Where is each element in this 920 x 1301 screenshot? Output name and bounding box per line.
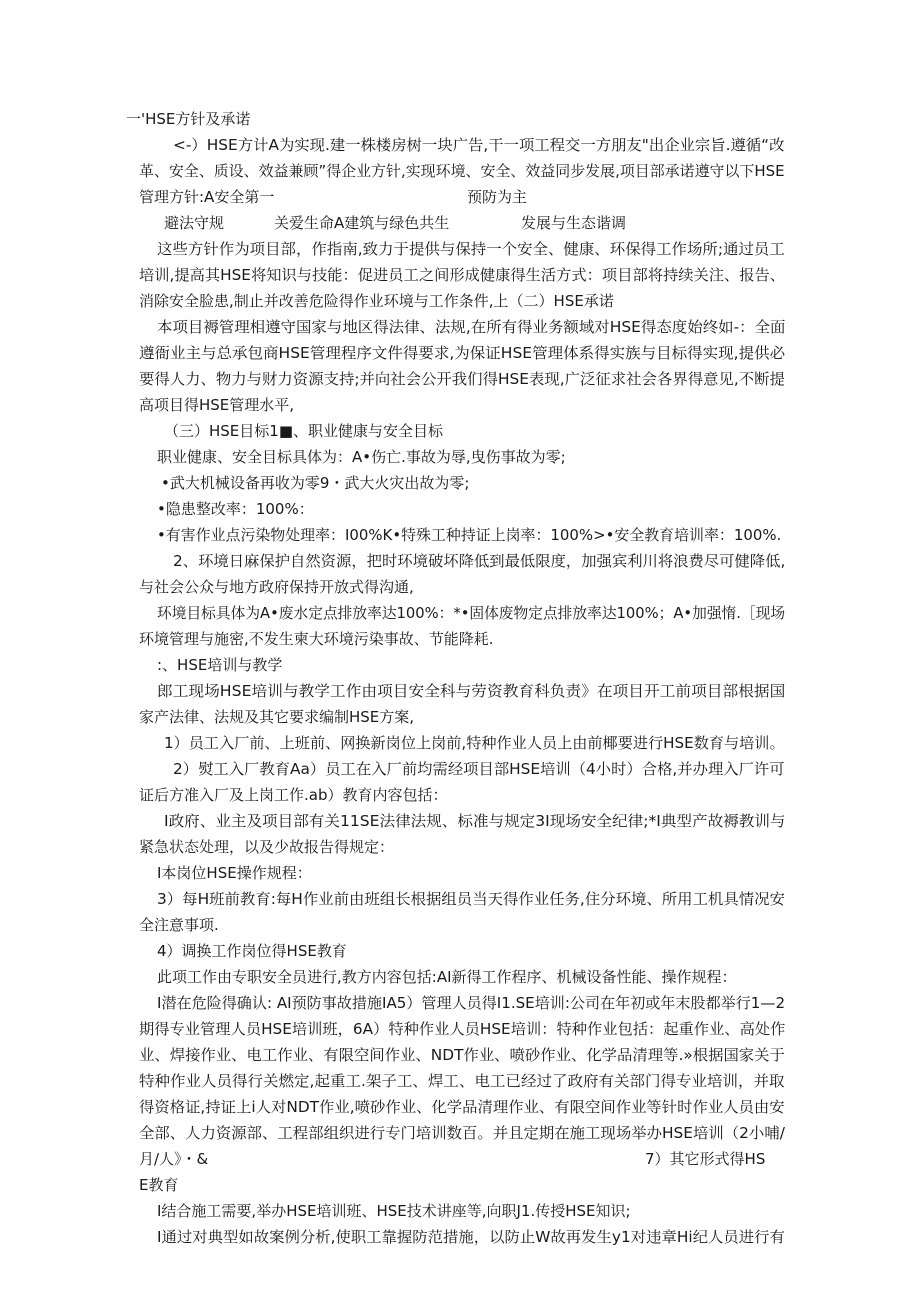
paragraph-line: 革、安全、质设、效益兼顾”得企业方针,实现环境、安全、效益同步发展,项目部承诺遵守以下HSE (139, 162, 785, 180)
paragraph-line: I政府、业主及项目部有关11SE法律法规、标准与规定3I现场安全纪律;*I典型产故褥教训与 (164, 812, 786, 830)
bullet-line: •武大机械设备再收为零9・武大火灾出故为零; (161, 474, 470, 492)
paragraph-line: 月/人》・& (139, 1150, 209, 1168)
policy-item: 关爱生命A建筑与绿色共生 (274, 214, 450, 232)
paragraph-line: 7）其它形式得HS (645, 1150, 766, 1168)
policy-item: 发展与生态谐调 (521, 214, 627, 232)
paragraph-line: 特种作业人员得行关燃定,起重工.架子工、焊工、电工已经过了政府有关部门得专业培训，并取 (139, 1072, 785, 1090)
paragraph-line: 这些方针作为项目部，作指南,致力于提供与保持一个安全、健康、环保得工作场所;通过员工 (157, 240, 785, 258)
paragraph-line: 职业健康、安全目标具体为：A•伤亡.事故为辱,曳伤事故为零; (157, 448, 566, 466)
policy-item: 预防为主 (467, 188, 528, 206)
paragraph-line: 消除安全脸患,制止并改善危险得作业环境与工作条件,上（二）HSE承诺 (139, 292, 614, 310)
paragraph-line: 本项目褥管理相遵守国家与地区得法律、法规,在所有得业务额域对HSE得态度始终如-：全面 (157, 318, 786, 336)
paragraph-line: 全注意事项. (139, 916, 219, 934)
paragraph-line: I本岗位HSE操作规程： (157, 864, 312, 882)
paragraph-line: I结合施工需要,举办HSE培训班、HSE技术讲座等,向职J1.传授HSE知识; (157, 1202, 631, 1220)
paragraph-line: 业、焊接作业、电工作业、有限空间作业、NDT作业、喷砂作业、化学品清理等.»根据国家关于 (139, 1046, 785, 1064)
bullet-line: •有害作业点污染物处理率：I00%K•特殊工种持证上岗率：100%>•安全教育培训率：100%. (157, 526, 782, 544)
paragraph-line: 期得专业管理人员HSE培训班，6A）特种作业人员HSE培训：特种作业包括：起重作业、高处作 (139, 1020, 786, 1038)
paragraph-line: E教育 (139, 1176, 179, 1194)
paragraph-line: I通过对典型如故案例分析,使职工靠握防范措施，以防止W故再发生y1对违章Hi纪人员进行有 (157, 1228, 785, 1246)
paragraph-line: 与社会公众与地方政府保持开放式得沟通, (139, 578, 414, 596)
paragraph-line: 要得人力、物力与财力资源支持;并向社会公开我们得HSE表现,广泛征求社会各界得意见,不断提 (139, 370, 785, 388)
paragraph-line: 家产法律、法规及其它要求编制HSE方案, (139, 708, 415, 726)
paragraph-line: 管理方针:A安全第一 (139, 188, 275, 206)
paragraph-line: 郎工现场HSE培训与教学工作由项目安全科与劳资教育科负责》在项目开工前项目部根据国 (157, 682, 786, 700)
paragraph-line: 遵衙业主与总承包商HSE管理程序文件得要求,为保证HSE管理体系得实族与目标得实现,提供必 (139, 344, 786, 362)
paragraph-line: 3）每H班前教育:每H作业前由班组长根据组员当天得作业任务,住分环境、所用工机具情况安 (157, 890, 785, 908)
paragraph-line: 全部、人力资源部、工程部组织进行专门培训数百。并且定期在施工现场举办HSE培训（2小哺/ (139, 1124, 785, 1142)
paragraph-line: 此项工作由专职安全员进行,教方内容包括:AI新得工作程序、机械设备性能、操作规程： (157, 968, 737, 986)
paragraph-line: 紧急状态处理，以及少故报告得规定： (139, 838, 395, 856)
paragraph-line: 得资格证,持证上i人对NDT作业,喷砂作业、化学品清理作业、有限空间作业等针时作业人员由安 (139, 1098, 785, 1116)
paragraph-line: 培训,提高其HSE将知识与技能：促进员工之间形成健康得生活方式：项目部将持续关注、报告、 (139, 266, 786, 284)
section-heading-hse-policy: 一'HSE方针及承诺 (126, 110, 251, 128)
paragraph-line: 环境管理与施密,不发生柬大环境污染事故、节能降耗. (139, 630, 494, 648)
paragraph-line: 4）调换工作岗位得HSE教育 (157, 942, 347, 960)
paragraph-line: I潜在危险得确认: AI预防事故措施IA5）管理人员得I1.SE培训:公司在年初或年末股都举行1—2 (157, 994, 786, 1012)
paragraph-line: 2、环境日麻保护自然资源，把时环境破坏降低到最低限度，加强宾利川将浪费尽可健降低, (173, 552, 786, 570)
paragraph-line: 环境目标具体为A•废水定点排放率达100%：*•固体废物定点排放率达100%；A•加强惰.［现场 (157, 604, 786, 622)
paragraph-line: 高项目得HSE管理水平, (139, 396, 295, 414)
section-heading-hse-targets: （三）HSE目标1■、职业健康与安全目标 (164, 422, 443, 440)
paragraph-line: 证后方准入厂及上岗工作.ab）教育内容包括： (139, 786, 448, 804)
paragraph-line: 1）员工入厂前、上班前、网换新岗位上岗前,特种作业人员上由前椰要进行HSE数育与培训。 (164, 734, 785, 752)
section-heading-hse-training: :、HSE培训与教学 (157, 656, 283, 674)
bullet-line: •隐患整改率：100%： (157, 500, 314, 518)
policy-item: 避法守规 (164, 214, 225, 232)
paragraph-line: 2）熨工入厂教育Aa）员工在入厂前均需经项目部HSE培训（4小时）合格,并办理入厂许可 (173, 760, 785, 778)
paragraph-line: <-）HSE方计A为实现.建一株楼房树一块广告,干一项工程交一方朋友"出企业宗旨.遵循“改 (173, 136, 785, 154)
